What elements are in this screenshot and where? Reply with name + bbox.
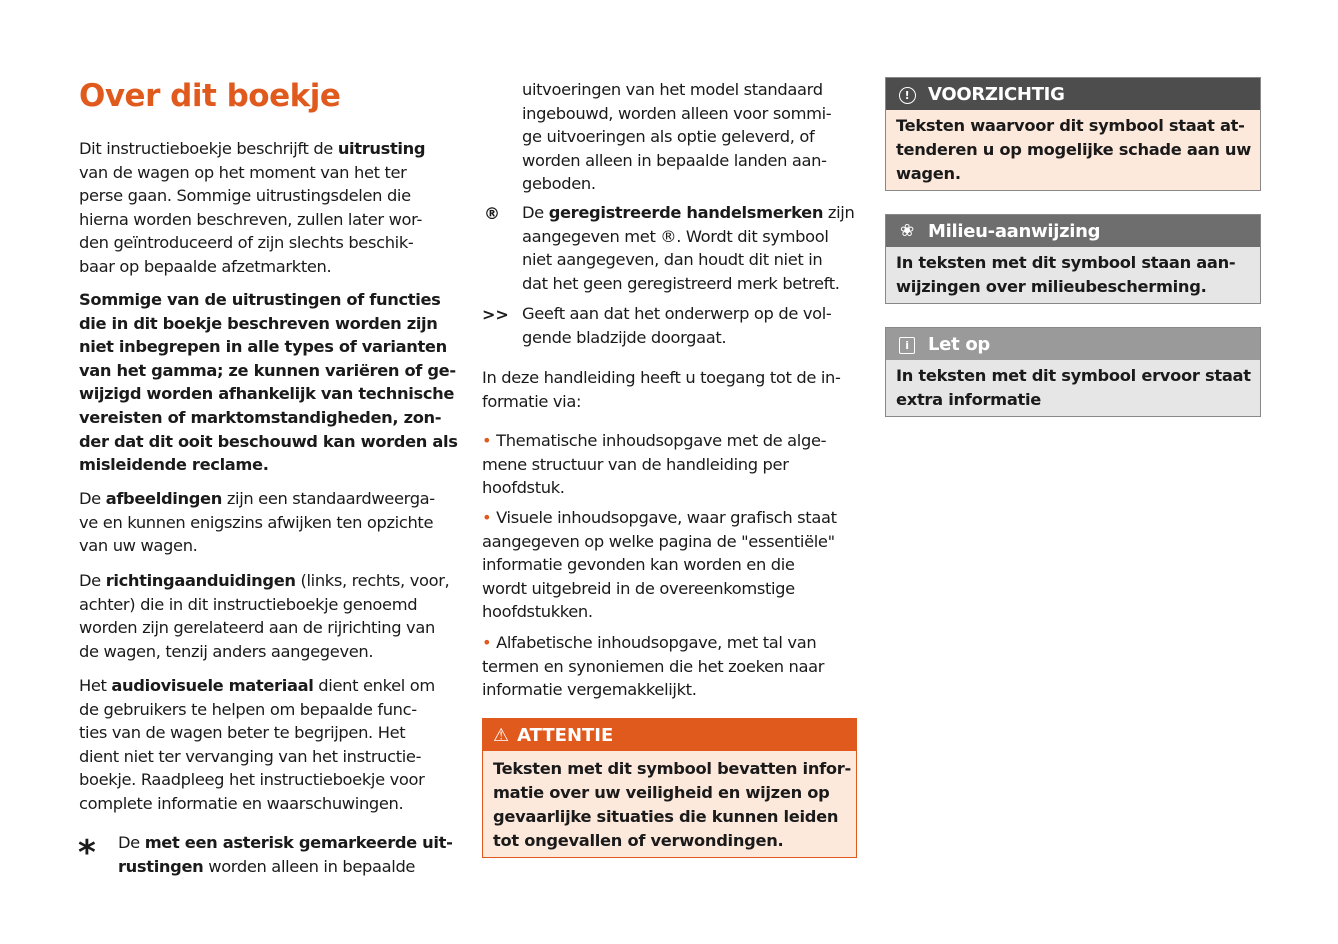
bold-text: geregistreerde handelsmerken	[548, 203, 824, 222]
text: De	[522, 203, 549, 222]
text: gende bladzijde doorgaat.	[522, 327, 727, 347]
attention-box	[482, 718, 857, 858]
text-line	[482, 530, 837, 554]
text-line	[482, 600, 837, 624]
body-line: Teksten met dit symbool bevatten infor-	[493, 759, 851, 778]
bold-text: vereisten of marktomstandigheden, zon-	[79, 407, 442, 427]
text-line	[79, 487, 435, 511]
note-body	[886, 360, 1260, 416]
caution-box	[885, 77, 1261, 191]
bold-text: met een asterisk gemarkeerde uit-	[144, 833, 453, 852]
text: ge uitvoeringen als optie geleverd, of	[522, 127, 815, 147]
warning-triangle-icon: ⚠	[493, 724, 510, 746]
text-line	[79, 430, 458, 454]
text: hoofdstuk.	[482, 478, 565, 498]
text: ingebouwd, worden alleen voor sommi-	[522, 103, 832, 123]
body-line: wagen.	[896, 164, 961, 183]
text-line	[522, 125, 831, 149]
text: boekje. Raadpleeg het instructieboekje voor	[79, 770, 425, 790]
text: De	[79, 489, 106, 508]
text: de wagen, tenzij anders aangegeven.	[79, 641, 374, 661]
text-line	[118, 831, 453, 855]
paragraph	[482, 506, 837, 624]
body-line: extra informatie	[896, 390, 1042, 409]
text-line	[79, 674, 435, 698]
text: Dit instructieboekje beschrijft de	[79, 139, 338, 158]
text-line	[482, 553, 837, 577]
bullet-icon: •	[482, 633, 497, 652]
body-line: In teksten met dit symbool ervoor staat	[896, 366, 1251, 385]
body-line: tenderen u op mogelijke schade aan uw	[896, 140, 1251, 159]
page-title: Over dit boekje	[79, 78, 341, 114]
text-line	[79, 382, 458, 406]
text-line	[79, 184, 425, 208]
bold-text: misleidende reclame.	[79, 455, 269, 475]
text: achter) die in dit instructieboekje genoemd	[79, 594, 418, 614]
text-line	[79, 640, 449, 664]
text-line	[522, 201, 854, 225]
attention-title: ATTENTIE	[517, 724, 614, 746]
paragraph	[522, 302, 831, 349]
text-line	[522, 102, 831, 126]
text-line	[482, 429, 826, 453]
body-line: tot ongevallen of verwondingen.	[493, 831, 784, 850]
paragraph	[482, 429, 826, 500]
text-line	[79, 768, 435, 792]
text-line	[79, 288, 458, 312]
text: Visuele inhoudsopgave, waar grafisch staat	[496, 508, 837, 527]
bold-text: afbeeldingen	[105, 489, 222, 508]
text-line	[482, 476, 826, 500]
text-line	[482, 655, 824, 679]
paragraph	[118, 831, 453, 878]
asterisk-icon: *	[78, 833, 96, 873]
text: termen en synoniemen die het zoeken naar	[482, 656, 825, 676]
text: informatie gevonden kan worden en die	[482, 555, 795, 575]
text: In deze handleiding heeft u toegang tot de in-	[482, 368, 841, 387]
text-line	[482, 577, 837, 601]
environment-body	[886, 247, 1260, 303]
text: worden zijn gerelateerd aan de rijrichting van	[79, 618, 435, 638]
text: informatie vergemakkelijkt.	[482, 680, 697, 700]
bold-text: Sommige van de uitrustingen of functies	[79, 290, 441, 309]
text: hoofdstukken.	[482, 602, 593, 622]
text: Geeft aan dat het onderwerp op de vol-	[522, 304, 832, 323]
text: De	[118, 833, 145, 852]
text-line	[482, 631, 824, 655]
text: aangegeven met ®. Wordt dit symbool	[522, 226, 829, 246]
text-line	[482, 453, 826, 477]
attention-header	[483, 719, 856, 751]
text: complete informatie en waarschuwingen.	[79, 793, 404, 813]
caution-title: VOORZICHTIG	[928, 83, 1065, 105]
text-line	[522, 172, 831, 196]
bullet-icon: •	[482, 508, 497, 527]
info-icon: i	[896, 334, 918, 354]
paragraph	[522, 78, 831, 196]
text-line	[482, 390, 841, 414]
text-line	[79, 406, 458, 430]
text-line	[79, 161, 425, 185]
text-line	[79, 335, 458, 359]
caution-body	[886, 110, 1260, 190]
paragraph	[79, 487, 435, 558]
text-line	[79, 569, 449, 593]
body-line: wijzingen over milieubescherming.	[896, 277, 1207, 296]
text: den geïntroduceerd of zijn slechts beschik-	[79, 233, 414, 253]
environment-header	[886, 215, 1260, 247]
text-line	[522, 225, 854, 249]
text: worden alleen in bepaalde landen aan-	[522, 150, 827, 170]
text: Thematische inhoudsopgave met de alge-	[496, 431, 827, 450]
text-line	[522, 248, 854, 272]
text: van de wagen op het moment van het ter	[79, 162, 407, 182]
flower-icon: ❀	[900, 221, 914, 241]
note-header	[886, 328, 1260, 360]
paragraph	[482, 366, 841, 413]
text-line	[79, 312, 458, 336]
text: wordt uitgebreid in de overeenkomstige	[482, 578, 795, 598]
paragraph	[79, 674, 435, 816]
text-line	[79, 453, 458, 477]
text-line	[79, 534, 435, 558]
text-line	[482, 506, 837, 530]
text: dient niet ter vervanging van het instructie-	[79, 746, 422, 766]
exclamation-circle-icon: !	[896, 84, 918, 104]
paragraph	[482, 631, 824, 702]
body-line: Teksten waarvoor dit symbool staat at-	[896, 116, 1245, 135]
body-line: In teksten met dit symbool staan aan-	[896, 253, 1236, 272]
text-line	[79, 231, 425, 255]
text: aangegeven op welke pagina de "essentiële"	[482, 531, 835, 551]
bold-text: richtingaanduidingen	[105, 571, 296, 590]
text: Het	[79, 676, 112, 695]
bold-text: wijzigd worden afhankelijk van technische	[79, 384, 455, 404]
caution-header	[886, 78, 1260, 110]
note-box	[885, 327, 1261, 417]
bold-text: niet inbegrepen in alle types of varianten	[79, 337, 447, 357]
body-line: gevaarlijke situaties die kunnen leiden	[493, 807, 839, 826]
environment-box	[885, 214, 1261, 304]
text: Alfabetische inhoudsopgave, met tal van	[496, 633, 817, 652]
continue-icon: >>	[482, 305, 509, 324]
text-line	[482, 366, 841, 390]
text: De	[79, 571, 106, 590]
text-line	[79, 208, 425, 232]
text-line	[79, 616, 449, 640]
text: geboden.	[522, 174, 596, 194]
text: zijn een standaardweerga-	[222, 489, 435, 508]
text: dient enkel om	[313, 676, 435, 695]
note-title: Let op	[928, 333, 990, 355]
text: mene structuur van de handleiding per	[482, 454, 789, 474]
text: perse gaan. Sommige uitrustingsdelen die	[79, 186, 411, 206]
text: de gebruikers te helpen om bepaalde func-	[79, 699, 417, 719]
text-line	[482, 678, 824, 702]
attention-body	[483, 751, 856, 857]
text: baar op bepaalde afzetmarkten.	[79, 256, 332, 276]
text-line	[79, 745, 435, 769]
text: worden alleen in bepaalde	[203, 856, 416, 876]
registered-icon: ®	[484, 204, 500, 223]
text: ve en kunnen enigszins afwijken ten opzichte	[79, 512, 434, 532]
body-line: matie over uw veiligheid en wijzen op	[493, 783, 830, 802]
text-line	[79, 698, 435, 722]
text: ties van de wagen beter te begrijpen. Het	[79, 723, 406, 743]
text: hierna worden beschreven, zullen later wor-	[79, 209, 422, 229]
bullet-icon: •	[482, 431, 497, 450]
text-line	[79, 792, 435, 816]
text: dat het geen geregistreerd merk betreft.	[522, 273, 840, 293]
bold-text: uitrusting	[337, 139, 426, 158]
text-line	[79, 593, 449, 617]
text-line	[522, 272, 854, 296]
text-line	[79, 255, 425, 279]
bold-text: van het gamma; ze kunnen variëren of ge-	[79, 360, 456, 380]
text: niet aangegeven, dan houdt dit niet in	[522, 250, 823, 270]
paragraph	[79, 569, 449, 663]
text-line	[522, 149, 831, 173]
text: zijn	[823, 203, 855, 222]
text: (links, rechts, voor,	[295, 571, 450, 590]
text-line	[522, 302, 831, 326]
bold-text: der dat dit ooit beschouwd kan worden als	[79, 431, 458, 451]
text-line	[79, 511, 435, 535]
text-line	[522, 326, 831, 350]
text: uitvoeringen van het model standaard	[522, 80, 823, 99]
environment-title: Milieu-aanwijzing	[928, 220, 1101, 242]
text: van uw wagen.	[79, 536, 198, 556]
paragraph	[522, 201, 854, 295]
paragraph	[79, 288, 458, 477]
text: formatie via:	[482, 391, 582, 411]
text-line	[79, 721, 435, 745]
text-line	[522, 78, 831, 102]
text-line	[118, 855, 453, 879]
bold-text: rustingen	[118, 856, 204, 876]
text-line	[79, 137, 425, 161]
text-line	[79, 359, 458, 383]
bold-text: die in dit boekje beschreven worden zijn	[79, 313, 438, 333]
bold-text: audiovisuele materiaal	[111, 676, 314, 695]
paragraph	[79, 137, 425, 279]
